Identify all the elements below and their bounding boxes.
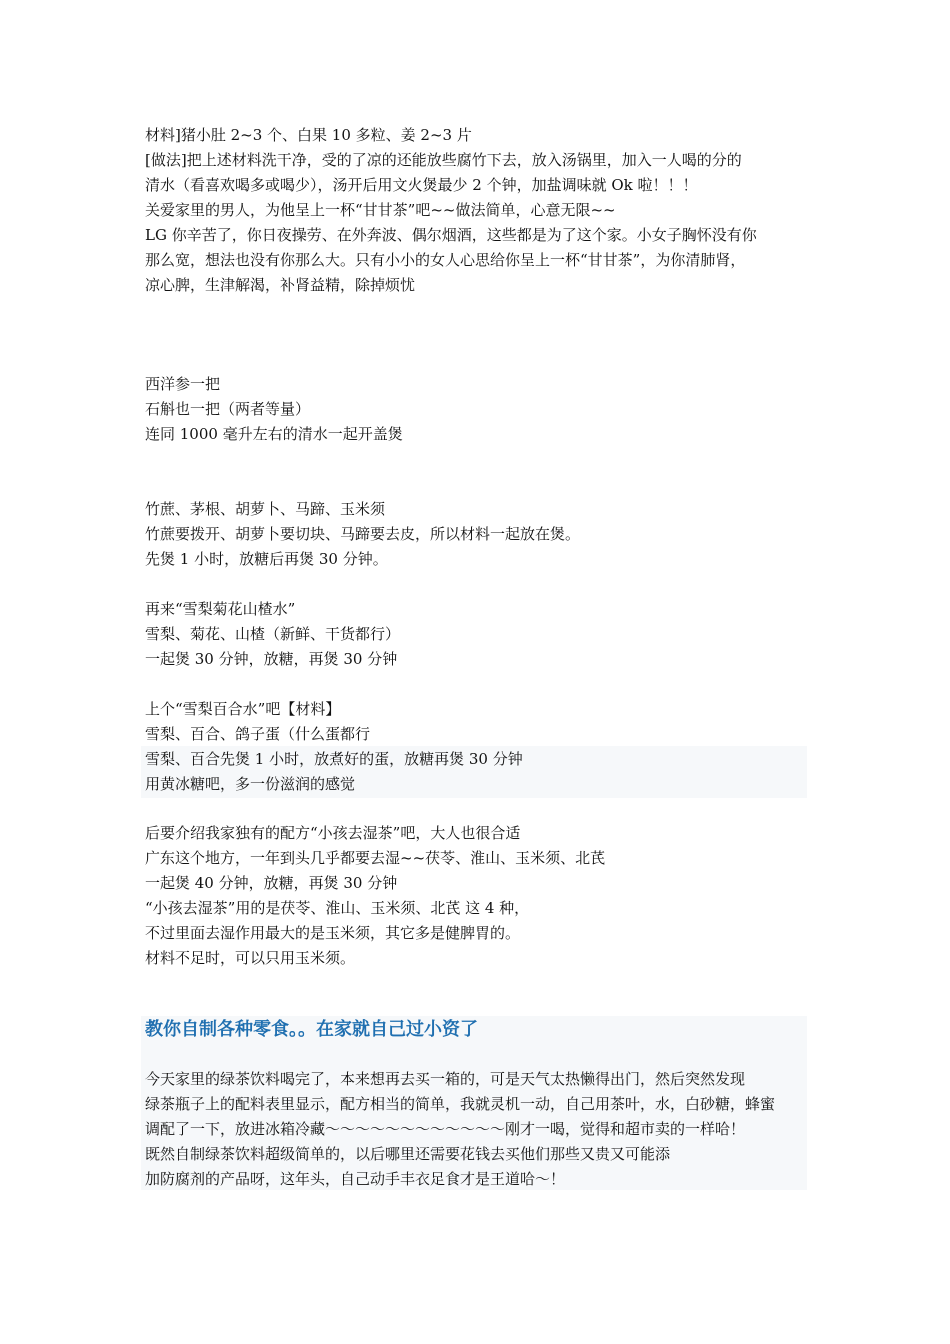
text-line: 连同 1000 毫升左右的清水一起开盖煲 (145, 425, 403, 443)
text-line: 关爱家里的男人，为他呈上一杯“甘甘茶”吧~~做法简单，心意无限~~ (145, 201, 616, 219)
text-line: 一起煲 40 分钟，放糖，再煲 30 分钟 (145, 874, 398, 892)
text-line: 雪梨、百合先煲 1 小时，放煮好的蛋，放糖再煲 30 分钟 (145, 750, 523, 768)
text-line: [做法]把上述材料洗干净，受的了凉的还能放些腐竹下去，放入汤锅里，加入一人喝的分的 (145, 151, 742, 169)
text-line: 凉心脾，生津解渴，补肾益精，除掉烦忧 (145, 276, 416, 294)
text-line: 广东这个地方，一年到头几乎都要去湿~~茯苓、淮山、玉米须、北芪 (145, 849, 606, 867)
text-line: “小孩去湿茶”用的是茯苓、淮山、玉米须、北芪 这 4 种， (145, 899, 530, 917)
text-line: 既然自制绿茶饮料超级简单的，以后哪里还需要花钱去买他们那些又贵又可能添 (145, 1145, 671, 1163)
text-line: 不过里面去湿作用最大的是玉米须，其它多是健脾胃的。 (145, 924, 521, 942)
text-line: 材料]猪小肚 2~3 个、白果 10 多粒、姜 2~3 片 (145, 126, 472, 144)
text-line: 后要介绍我家独有的配方“小孩去湿茶”吧，大人也很合适 (145, 824, 521, 842)
text-line: 加防腐剂的产品呀，这年头，自己动手丰衣足食才是王道哈～！ (145, 1170, 566, 1188)
text-line: 材料不足时，可以只用玉米须。 (145, 949, 356, 967)
text-line: 再来“雪梨菊花山楂水” (145, 600, 296, 618)
text-line: 绿茶瓶子上的配料表里显示，配方相当的简单，我就灵机一动，自己用茶叶，水，白砂糖，蜂蜜 (145, 1095, 776, 1113)
text-line: 竹蔗、茅根、胡萝卜、马蹄、玉米须 (145, 500, 386, 518)
text-line: 雪梨、百合、鸽子蛋（什么蛋都行 (145, 725, 371, 743)
text-line: 先煲 1 小时，放糖后再煲 30 分钟。 (145, 550, 388, 568)
text-line: 用黄冰糖吧，多一份滋润的感觉 (145, 775, 356, 793)
text-line: 西洋参一把 (145, 375, 221, 393)
text-line: 那么宽，想法也没有你那么大。只有小小的女人心思给你呈上一杯“甘甘茶”，为你清肺肾， (145, 251, 746, 269)
text-line: 今天家里的绿茶饮料喝完了，本来想再去买一箱的，可是天气太热懒得出门，然后突然发现 (145, 1070, 746, 1088)
text-line: 雪梨、菊花、山楂（新鲜、干货都行） (145, 625, 401, 643)
text-line: 石斛也一把（两者等量） (145, 400, 311, 418)
text-line: 调配了一下，放进冰箱冷藏～～～～～～～～～～～～刚才一喝，觉得和超市卖的一样哈！ (145, 1120, 746, 1138)
section-heading: 教你自制各种零食。。在家就自己过小资了 (145, 1019, 478, 1040)
text-line: 清水（看喜欢喝多或喝少），汤开后用文火煲最少 2 个钟，加盐调味就 Ok 啦！！！ (145, 176, 698, 194)
text-line: LG 你辛苦了，你日夜操劳、在外奔波、偶尔烟酒，这些都是为了这个家。小女子胸怀没有你 (145, 226, 757, 244)
text-line: 一起煲 30 分钟，放糖，再煲 30 分钟 (145, 650, 398, 668)
text-line: 竹蔗要拨开、胡萝卜要切块、马蹄要去皮，所以材料一起放在煲。 (145, 525, 581, 543)
text-line: 上个“雪梨百合水”吧【材料】 (145, 700, 341, 718)
